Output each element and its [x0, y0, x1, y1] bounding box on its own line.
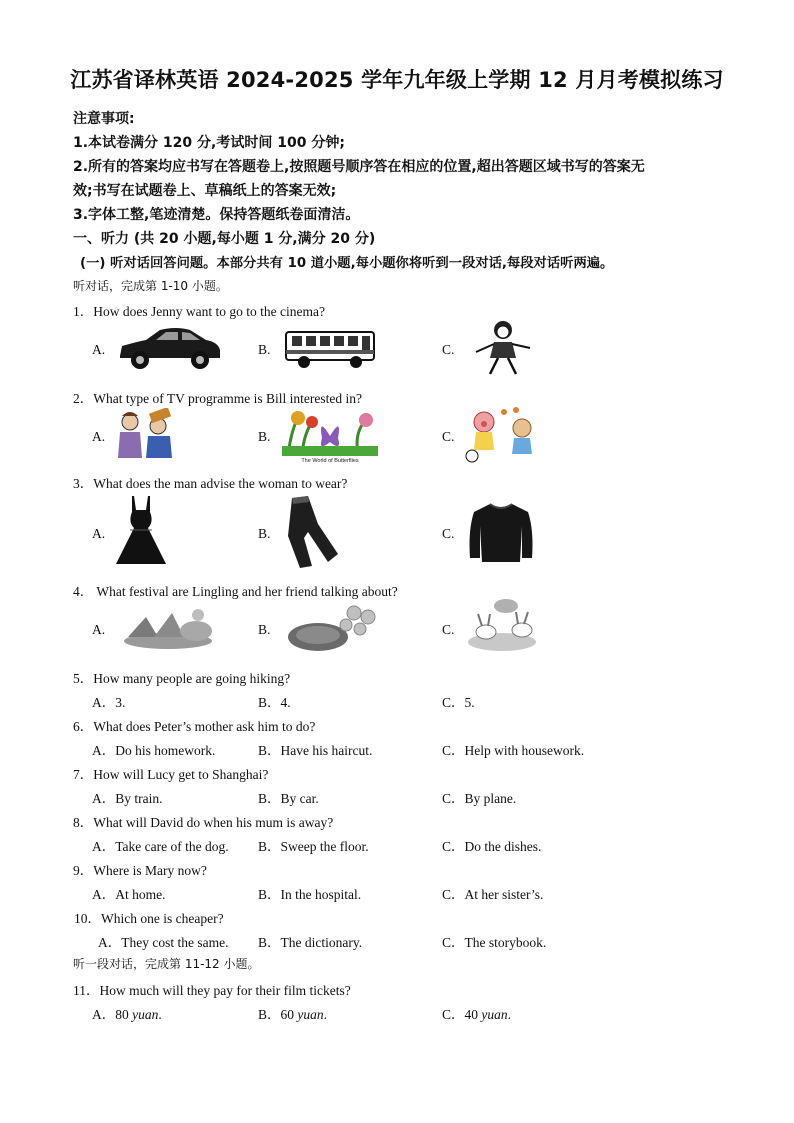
note-2-line2: 效;书写在试题卷上、草稿纸上的答案无效;: [73, 183, 337, 199]
dress-icon: [114, 494, 168, 568]
walking-girl-icon: [466, 318, 540, 378]
sweater-icon: [466, 500, 536, 564]
option-label-c: C.: [442, 429, 455, 444]
option-label-b: B.: [258, 526, 271, 541]
exam-title: 江苏省译林英语 2024-2025 学年九年级上学期 12 月月考模拟练习: [70, 68, 724, 92]
mooncakes-icon: [284, 603, 382, 653]
instruction-11-12: 听一段对话，完成第 11-12 小题。: [73, 957, 260, 971]
q9-option-c: C．At her sister’s.: [442, 887, 544, 902]
q7-option-b: B．By car.: [258, 791, 319, 806]
option-label-a: A.: [92, 526, 106, 541]
question-3: 3．What does the man advise the woman to wear?: [73, 476, 348, 491]
moon-rabbits-icon: [466, 598, 552, 654]
q5-option-c: C．5.: [442, 695, 475, 710]
q11-option-c: C．40 yuan.: [442, 1007, 512, 1022]
option-label-a: A.: [92, 429, 106, 444]
question-9: 9．Where is Mary now?: [73, 863, 207, 878]
instruction-1-10: 听对话，完成第 1-10 小题。: [73, 279, 228, 293]
cartoon-icon: [464, 406, 544, 464]
butterfly-caption: The World of Butterflies: [301, 458, 359, 464]
q6-option-b: B．Have his haircut.: [258, 743, 373, 758]
notes-heading: 注意事项:: [73, 111, 135, 127]
q7-option-a: A．By train.: [92, 791, 163, 806]
q11-option-a: A．80 yuan.: [92, 1007, 162, 1022]
option-label-b: B.: [258, 429, 271, 444]
question-6: 6．What does Peter’s mother ask him to do?: [73, 719, 316, 734]
question-5: 5．How many people are going hiking?: [73, 671, 291, 686]
question-1: 1．How does Jenny want to go to the cinema?: [73, 304, 325, 319]
q5-option-b: B．4.: [258, 695, 291, 710]
q7-option-c: C．By plane.: [442, 791, 517, 806]
car-icon: [116, 322, 222, 372]
q11-option-b: B．60 yuan.: [258, 1007, 328, 1022]
option-label-b: B.: [258, 342, 271, 357]
bus-icon: [284, 328, 378, 370]
q9-option-a: A．At home.: [92, 887, 166, 902]
question-11: 11．How much will they pay for their film tickets?: [73, 983, 351, 998]
rice-dumplings-icon: [118, 603, 216, 651]
q10-option-b: B．The dictionary.: [258, 935, 363, 950]
option-label-c: C.: [442, 622, 455, 637]
q10-option-a: A．They cost the same.: [98, 935, 229, 950]
note-1: 1.本试卷满分 120 分,考试时间 100 分钟;: [73, 135, 345, 151]
option-label-c: C.: [442, 526, 455, 541]
option-label-c: C.: [442, 342, 455, 357]
q5-option-a: A．3.: [92, 695, 126, 710]
note-2-line1: 2.所有的答案均应书写在答题卷上,按照题号顺序答在相应的位置,超出答题区域书写的答案无: [73, 159, 645, 175]
section-listening-heading: 一、听力 (共 20 小题,每小题 1 分,满分 20 分): [73, 231, 376, 247]
butterfly-documentary-icon: [282, 408, 378, 464]
q8-option-b: B．Sweep the floor.: [258, 839, 369, 854]
trousers-icon: [278, 494, 350, 570]
option-label-b: B.: [258, 622, 271, 637]
q6-option-a: A．Do his homework.: [92, 743, 216, 758]
option-label-a: A.: [92, 342, 106, 357]
question-2: 2．What type of TV programme is Bill interested in?: [73, 391, 362, 406]
question-10: 10．Which one is cheaper?: [74, 911, 224, 926]
option-label-a: A.: [92, 622, 106, 637]
q8-option-c: C．Do the dishes.: [442, 839, 542, 854]
question-7: 7．How will Lucy get to Shanghai?: [73, 767, 269, 782]
question-4: 4． What festival are Lingling and her friend talking about?: [73, 584, 398, 599]
part-one-heading: (一) 听对话回答问题。本部分共有 10 道小题,每小题你将听到一段对话,每段对话听两遍。: [80, 256, 614, 271]
q6-option-c: C．Help with housework.: [442, 743, 585, 758]
q10-option-c: C．The storybook.: [442, 935, 547, 950]
drama-icon: [114, 408, 178, 460]
q9-option-b: B．In the hospital.: [258, 887, 362, 902]
note-3: 3.字体工整,笔迹清楚。保持答题纸卷面清洁。: [73, 207, 360, 223]
question-8: 8．What will David do when his mum is away?: [73, 815, 334, 830]
q8-option-a: A．Take care of the dog.: [92, 839, 229, 854]
